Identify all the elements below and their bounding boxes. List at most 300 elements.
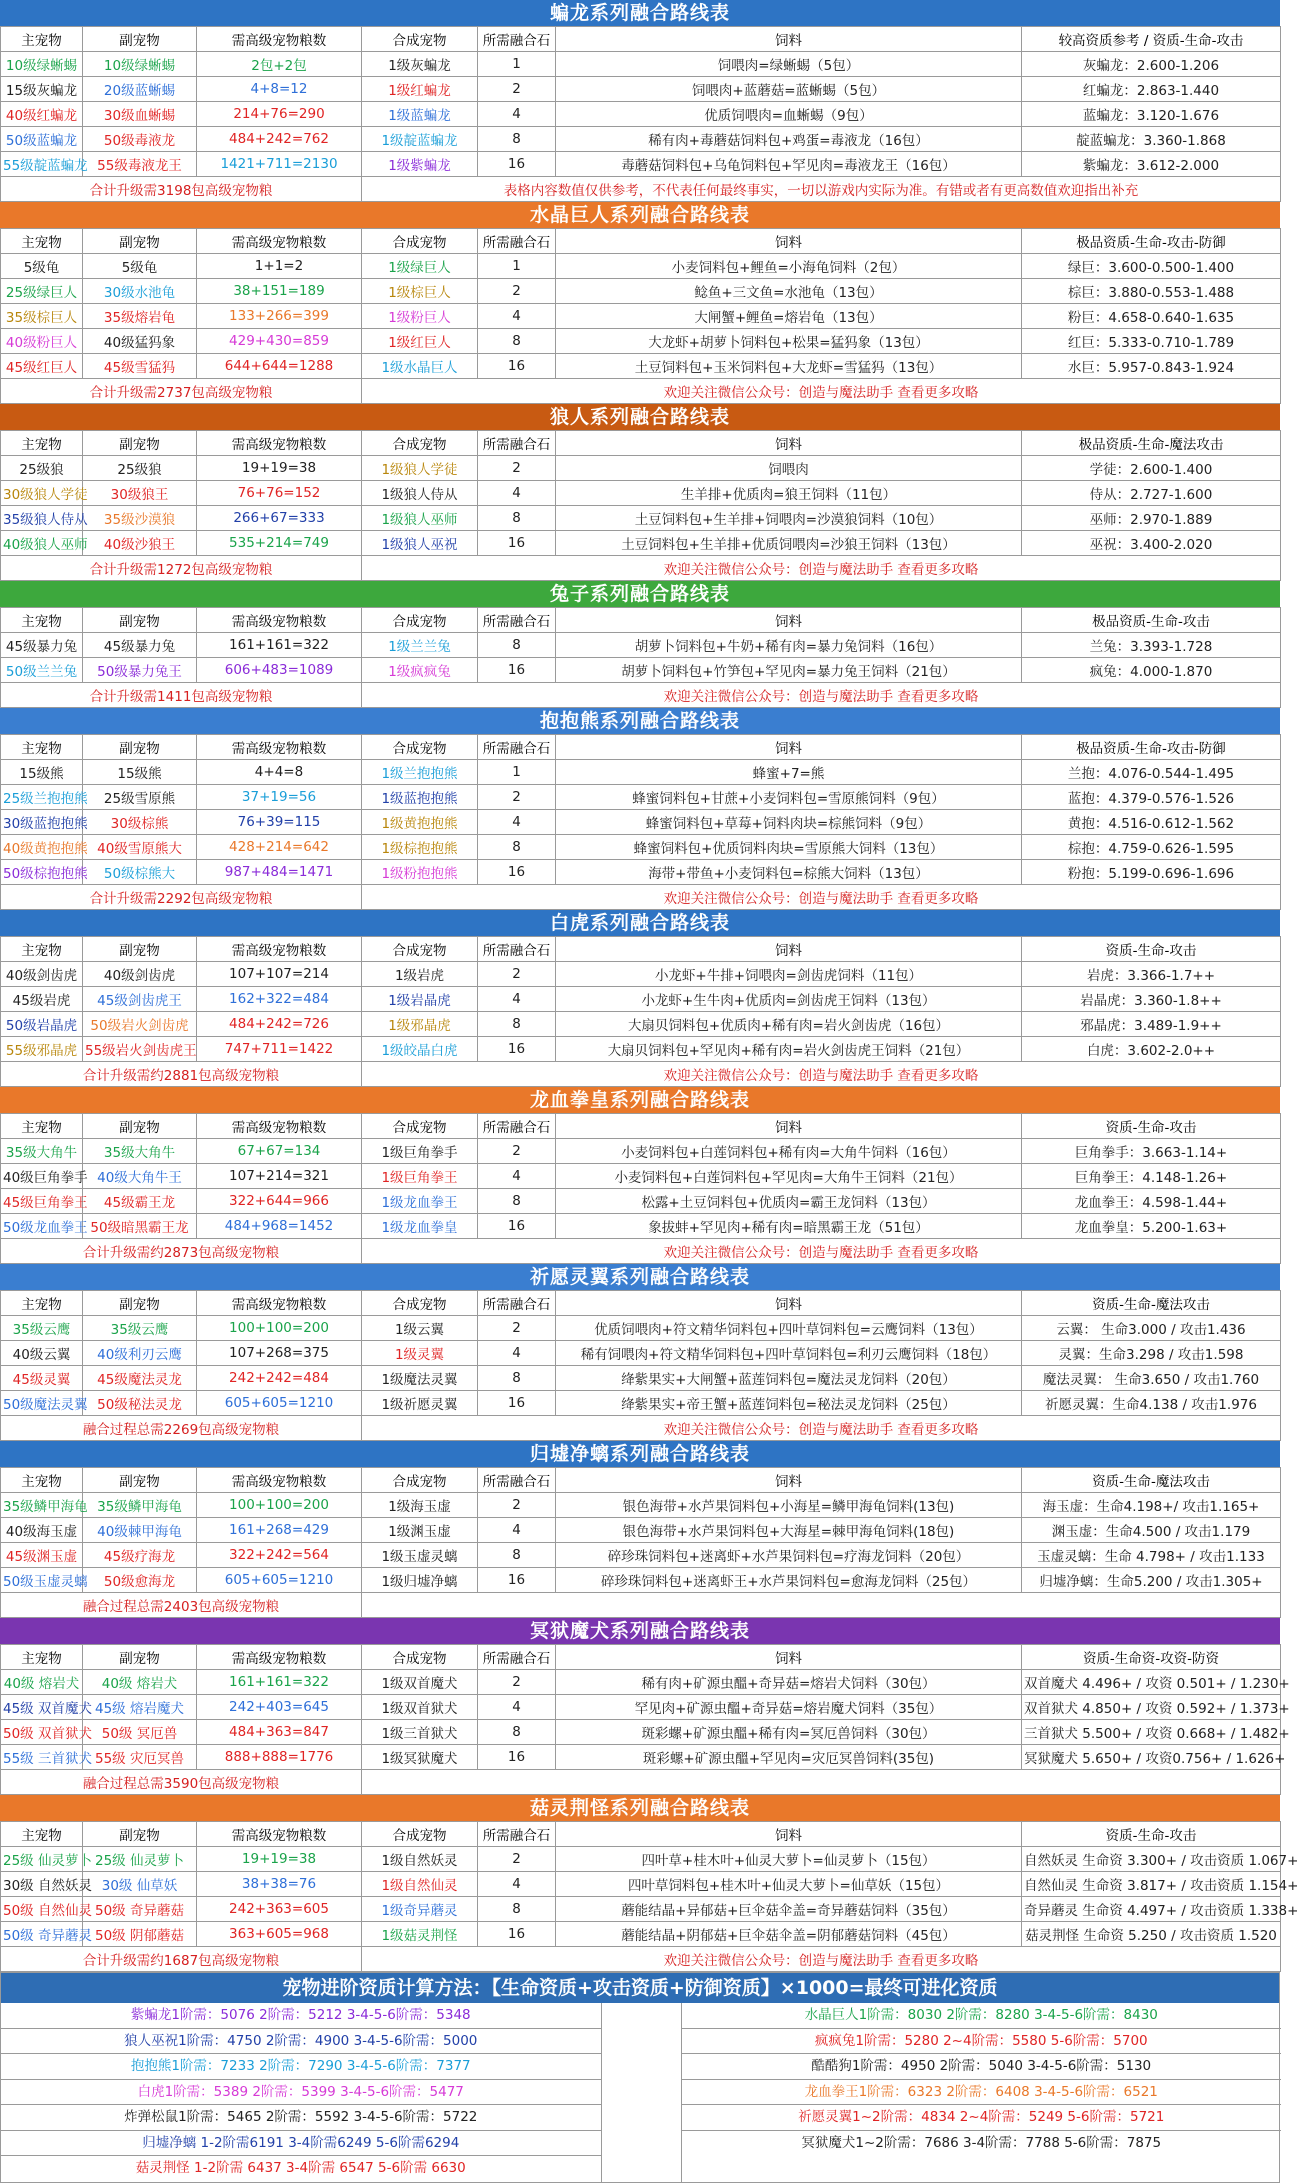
table-cell: 45级疗海龙 — [83, 1543, 197, 1568]
table-cell: 30级血蜥蜴 — [83, 102, 197, 127]
table-cell: 灰蝙龙：2.600-1.206 — [1022, 52, 1281, 77]
column-header: 合成宠物 — [362, 1114, 478, 1139]
table-row — [1, 152, 1281, 177]
table-cell: 自然仙灵 生命资 3.817+ / 攻击资质 1.154+ — [1022, 1872, 1281, 1897]
table-cell: 10级绿蜥蜴 — [1, 52, 83, 77]
table-cell: 1级粉抱抱熊 — [362, 860, 478, 885]
table-row — [1, 1847, 1281, 1872]
table-cell: 747+711=1422 — [197, 1037, 362, 1062]
table-cell: 40级黄抱抱熊 — [1, 835, 83, 860]
series-section — [0, 708, 1280, 910]
column-header: 副宠物 — [83, 735, 197, 760]
table-cell: 四叶草饲料包+桂木叶+仙灵大萝卜=仙草妖（15包） — [556, 1872, 1022, 1897]
column-header: 合成宠物 — [362, 608, 478, 633]
table-cell: 1级棕抱抱熊 — [362, 835, 478, 860]
table-cell: 25级狼 — [83, 456, 197, 481]
table-cell: 靛蓝蝙龙：3.360-1.868 — [1022, 127, 1281, 152]
table-cell: 2 — [478, 785, 556, 810]
column-header: 资质-生命-攻击 — [1022, 1114, 1281, 1139]
column-header: 合成宠物 — [362, 735, 478, 760]
table-cell: 50级 冥厄兽 — [83, 1720, 197, 1745]
column-header: 所需融合石 — [478, 937, 556, 962]
table-cell: 2 — [478, 77, 556, 102]
table-cell: 45级暴力兔 — [83, 633, 197, 658]
fusion-table — [0, 1113, 1281, 1264]
total-feed-note: 合计升级需1411包高级宠物粮 — [1, 683, 362, 708]
table-cell: 1级菇灵荆怪 — [362, 1922, 478, 1947]
table-cell: 绛紫果实+帝王蟹+蓝莲饲料包=秘法灵龙饲料（25包） — [556, 1391, 1022, 1416]
table-cell: 35级云鹰 — [83, 1316, 197, 1341]
column-header: 合成宠物 — [362, 1468, 478, 1493]
table-cell: 1级狼人侍从 — [362, 481, 478, 506]
table-row — [1, 1872, 1281, 1897]
table-cell: 1级巨角拳王 — [362, 1164, 478, 1189]
column-header: 所需融合石 — [478, 1822, 556, 1847]
table-cell: 16 — [478, 658, 556, 683]
table-cell: 稀有饲喂肉+符文精华饲料包+四叶草饲料包=利刃云鹰饲料（18包） — [556, 1341, 1022, 1366]
table-row — [1, 1012, 1281, 1037]
column-header: 饲料 — [556, 1291, 1022, 1316]
table-cell: 优质饲喂肉+符文精华饲料包+四叶草饲料包=云鹰饲料（13包） — [556, 1316, 1022, 1341]
table-cell: 16 — [478, 1391, 556, 1416]
table-cell: 50级棕熊大 — [83, 860, 197, 885]
table-cell: 奇异蘑灵 生命资 4.497+ / 攻击资质 1.338+ — [1022, 1897, 1281, 1922]
table-row — [1, 254, 1281, 279]
table-cell: 45级岩虎 — [1, 987, 83, 1012]
column-header: 主宠物 — [1, 27, 83, 52]
table-cell: 1421+711=2130 — [197, 152, 362, 177]
table-cell: 161+268=429 — [197, 1518, 362, 1543]
fusion-table — [0, 1644, 1290, 1795]
table-cell: 50级岩晶虎 — [1, 1012, 83, 1037]
table-row — [1, 506, 1281, 531]
table-cell: 40级粉巨人 — [1, 329, 83, 354]
table-cell: 1级黄抱抱熊 — [362, 810, 478, 835]
table-cell: 55级 三首狱犬 — [1, 1745, 83, 1770]
table-cell: 1级自然妖灵 — [362, 1847, 478, 1872]
total-feed-note: 合计升级需约1687包高级宠物粮 — [1, 1947, 362, 1972]
total-feed-note: 融合过程总需3590包高级宠物粮 — [1, 1770, 362, 1795]
footer-notice: 欢迎关注微信公众号：创造与魔法助手 查看更多攻略 — [362, 556, 1281, 581]
table-cell: 45级巨角拳王 — [1, 1189, 83, 1214]
column-header: 副宠物 — [83, 1822, 197, 1847]
table-cell: 605+605=1210 — [197, 1391, 362, 1416]
column-header: 所需融合石 — [478, 1468, 556, 1493]
table-row — [1, 77, 1281, 102]
table-cell: 黄抱：4.516-0.612-1.562 — [1022, 810, 1281, 835]
table-cell: 50级 奇异蘑灵 — [1, 1922, 83, 1947]
column-header: 副宠物 — [83, 431, 197, 456]
table-cell: 粉抱：5.199-0.696-1.696 — [1022, 860, 1281, 885]
series-title: 蝙龙系列融合路线表 — [0, 0, 1280, 26]
table-cell: 2 — [478, 456, 556, 481]
table-cell: 1级双首魔犬 — [362, 1670, 478, 1695]
table-cell: 饲喂肉=绿蜥蜴（5包） — [556, 52, 1022, 77]
table-cell: 鲶鱼+三文鱼=水池龟（13包） — [556, 279, 1022, 304]
table-cell: 1级海玉虚 — [362, 1493, 478, 1518]
table-row — [1, 354, 1281, 379]
table-cell: 1级巨角拳手 — [362, 1139, 478, 1164]
series-footer-row — [1, 1770, 1281, 1795]
table-cell: 35级鳞甲海龟 — [83, 1493, 197, 1518]
table-cell: 16 — [478, 354, 556, 379]
table-cell: 四叶草+桂木叶+仙灵大萝卜=仙灵萝卜（15包） — [556, 1847, 1022, 1872]
column-header: 副宠物 — [83, 1645, 197, 1670]
table-cell: 龙血拳王：4.598-1.44+ — [1022, 1189, 1281, 1214]
table-cell: 冥狱魔犬 5.650+ / 攻资0.756+ / 1.626+ — [1022, 1745, 1281, 1770]
table-cell: 土豆饲料包+玉米饲料包+大龙虾=雪猛犸（13包） — [556, 354, 1022, 379]
table-cell: 484+968=1452 — [197, 1214, 362, 1239]
table-cell: 535+214=749 — [197, 531, 362, 556]
column-header: 所需融合石 — [478, 608, 556, 633]
table-row — [1, 1745, 1281, 1770]
table-cell: 40级红蝙龙 — [1, 102, 83, 127]
footer-notice: 欢迎关注微信公众号：创造与魔法助手 查看更多攻略 — [362, 1416, 1281, 1441]
table-cell: 紫蝙龙：3.612-2.000 — [1022, 152, 1281, 177]
column-header: 所需融合石 — [478, 1291, 556, 1316]
column-header-row — [1, 431, 1281, 456]
total-feed-note: 合计升级需2737包高级宠物粮 — [1, 379, 362, 404]
column-header: 主宠物 — [1, 229, 83, 254]
table-cell: 162+322=484 — [197, 987, 362, 1012]
table-cell: 40级沙狼王 — [83, 531, 197, 556]
table-cell: 土豆饲料包+生羊排+优质饲喂肉=沙狼王饲料（13包） — [556, 531, 1022, 556]
table-cell: 1级归墟净螭 — [362, 1568, 478, 1593]
table-cell: 8 — [478, 1189, 556, 1214]
table-cell: 1级冥狱魔犬 — [362, 1745, 478, 1770]
series-title: 兔子系列融合路线表 — [0, 581, 1280, 607]
table-cell: 8 — [478, 633, 556, 658]
table-cell: 50级棕抱抱熊 — [1, 860, 83, 885]
table-cell: 605+605=1210 — [197, 1568, 362, 1593]
table-cell: 50级 自然仙灵 — [1, 1897, 83, 1922]
series-section — [0, 581, 1280, 708]
table-cell: 大扇贝饲料包+优质肉+稀有肉=岩火剑齿虎（16包） — [556, 1012, 1022, 1037]
table-cell: 4 — [478, 987, 556, 1012]
formula-item: 归墟净螭 1-2阶需6191 3-4阶需6249 5-6阶需6294 — [1, 2131, 601, 2157]
table-cell: 16 — [478, 152, 556, 177]
column-header: 主宠物 — [1, 1822, 83, 1847]
table-cell: 55级毒液龙王 — [83, 152, 197, 177]
table-cell: 55级 灾厄冥兽 — [83, 1745, 197, 1770]
series-section — [0, 1087, 1280, 1264]
total-feed-note: 合计升级需2292包高级宠物粮 — [1, 885, 362, 910]
table-cell: 4 — [478, 304, 556, 329]
table-cell: 242+403=645 — [197, 1695, 362, 1720]
table-cell: 45级渊玉虚 — [1, 1543, 83, 1568]
table-row — [1, 1391, 1281, 1416]
table-cell: 50级兰兰兔 — [1, 658, 83, 683]
series-section — [0, 1795, 1298, 1972]
footer-notice: 欢迎关注微信公众号：创造与魔法助手 查看更多攻略 — [362, 379, 1281, 404]
column-header: 需高级宠物粮数 — [197, 1114, 362, 1139]
table-cell: 1级渊玉虚 — [362, 1518, 478, 1543]
column-header: 合成宠物 — [362, 229, 478, 254]
series-footer-row — [1, 1062, 1281, 1087]
column-header: 主宠物 — [1, 431, 83, 456]
table-row — [1, 1720, 1281, 1745]
footer-notice: 欢迎关注微信公众号：创造与魔法助手 查看更多攻略 — [362, 1947, 1281, 1972]
table-cell: 40级剑齿虎 — [1, 962, 83, 987]
table-cell: 绛紫果实+大闸蟹+蓝莲饲料包=魔法灵龙饲料（20包） — [556, 1366, 1022, 1391]
table-cell: 自然妖灵 生命资 3.300+ / 攻击资质 1.067+ — [1022, 1847, 1281, 1872]
column-header: 需高级宠物粮数 — [197, 229, 362, 254]
column-header: 需高级宠物粮数 — [197, 937, 362, 962]
table-cell: 1级奇异蘑灵 — [362, 1897, 478, 1922]
table-row — [1, 760, 1281, 785]
column-header: 主宠物 — [1, 1645, 83, 1670]
column-header-row — [1, 1468, 1281, 1493]
table-cell: 35级鳞甲海龟 — [1, 1493, 83, 1518]
total-feed-note: 合计升级需约2873包高级宠物粮 — [1, 1239, 362, 1264]
table-cell: 巨角拳手：3.663-1.14+ — [1022, 1139, 1281, 1164]
series-footer-row — [1, 683, 1281, 708]
table-cell: 45级魔法灵龙 — [83, 1366, 197, 1391]
table-cell: 987+484=1471 — [197, 860, 362, 885]
table-cell: 蜂蜜饲料包+优质饲料肉块=雪原熊大饲料（13包） — [556, 835, 1022, 860]
table-cell: 1级狼人巫祝 — [362, 531, 478, 556]
table-cell: 毒蘑菇饲料包+乌龟饲料包+罕见肉=毒液龙王（16包） — [556, 152, 1022, 177]
column-header: 副宠物 — [83, 937, 197, 962]
column-header: 副宠物 — [83, 229, 197, 254]
fusion-table — [0, 1290, 1281, 1441]
table-cell: 429+430=859 — [197, 329, 362, 354]
table-cell: 888+888=1776 — [197, 1745, 362, 1770]
table-cell: 灵翼：生命3.298 / 攻击1.598 — [1022, 1341, 1281, 1366]
column-header: 副宠物 — [83, 1114, 197, 1139]
table-cell: 斑彩螺+矿源虫醞+稀有肉=冥厄兽饲料（30包） — [556, 1720, 1022, 1745]
formula-item: 水晶巨人1阶需：8030 2阶需：8280 3-4-5-6阶需：8430 — [682, 2003, 1282, 2029]
table-cell: 白虎：3.602-2.0++ — [1022, 1037, 1281, 1062]
table-cell: 罕见肉+矿源虫醞+奇异菇=熔岩魔犬饲料（35包） — [556, 1695, 1022, 1720]
table-cell: 小龙虾+生牛肉+优质肉=剑齿虎王饲料（13包） — [556, 987, 1022, 1012]
footer-notice — [362, 1770, 1281, 1795]
table-row — [1, 1695, 1281, 1720]
column-header: 饲料 — [556, 431, 1022, 456]
table-cell: 100+100=200 — [197, 1316, 362, 1341]
table-cell: 100+100=200 — [197, 1493, 362, 1518]
table-row — [1, 1897, 1281, 1922]
table-cell: 侍从：2.727-1.600 — [1022, 481, 1281, 506]
table-cell: 巫师：2.970-1.889 — [1022, 506, 1281, 531]
table-cell: 8 — [478, 329, 556, 354]
column-header: 主宠物 — [1, 1468, 83, 1493]
table-row — [1, 102, 1281, 127]
column-header: 合成宠物 — [362, 1291, 478, 1316]
total-feed-note: 合计升级需3198包高级宠物粮 — [1, 177, 362, 202]
formula-item: 狼人巫祝1阶需：4750 2阶需：4900 3-4-5-6阶需：5000 — [1, 2029, 601, 2055]
formula-title: 宠物进阶资质计算方法：【生命资质+攻击资质+防御资质】×1000=最终可进化资质 — [1, 1973, 1279, 2003]
column-header: 需高级宠物粮数 — [197, 27, 362, 52]
table-cell: 1级岩虎 — [362, 962, 478, 987]
table-cell: 8 — [478, 127, 556, 152]
column-header: 需高级宠物粮数 — [197, 1291, 362, 1316]
column-header: 合成宠物 — [362, 1822, 478, 1847]
table-cell: 35级云鹰 — [1, 1316, 83, 1341]
table-cell: 35级狼人侍从 — [1, 506, 83, 531]
column-header: 资质-生命-攻击 — [1022, 937, 1281, 962]
column-header: 所需融合石 — [478, 229, 556, 254]
formula-item: 祈愿灵翼1~2阶需：4834 2~4阶需：5249 5-6阶需：5721 — [682, 2105, 1282, 2131]
table-cell: 5级龟 — [83, 254, 197, 279]
series-footer-row — [1, 556, 1281, 581]
table-row — [1, 1037, 1281, 1062]
table-row — [1, 304, 1281, 329]
fusion-table — [0, 734, 1281, 910]
table-cell: 双首狱犬 4.850+ / 攻资 0.592+ / 1.373+ — [1022, 1695, 1281, 1720]
column-header: 资质-生命-魔法攻击 — [1022, 1291, 1281, 1316]
table-cell: 161+161=322 — [197, 633, 362, 658]
table-cell: 50级 阴郁蘑菇 — [83, 1922, 197, 1947]
table-cell: 小麦饲料包+白莲饲料包+稀有肉=大角牛饲料（16包） — [556, 1139, 1022, 1164]
table-cell: 40级雪原熊大 — [83, 835, 197, 860]
table-row — [1, 481, 1281, 506]
table-cell: 50级龙血拳王 — [1, 1214, 83, 1239]
table-cell: 50级玉虚灵螭 — [1, 1568, 83, 1593]
table-cell: 1级蓝蝙龙 — [362, 102, 478, 127]
column-header: 主宠物 — [1, 735, 83, 760]
table-cell: 428+214=642 — [197, 835, 362, 860]
column-header: 主宠物 — [1, 608, 83, 633]
table-cell: 1级狼人巫师 — [362, 506, 478, 531]
table-cell: 玉虚灵螭：生命 4.798+ / 攻击1.133 — [1022, 1543, 1281, 1568]
table-cell: 606+483=1089 — [197, 658, 362, 683]
column-header: 较高资质参考 / 资质-生命-攻击 — [1022, 27, 1281, 52]
footer-notice: 欢迎关注微信公众号：创造与魔法助手 查看更多攻略 — [362, 1062, 1281, 1087]
table-cell: 兰抱：4.076-0.544-1.495 — [1022, 760, 1281, 785]
table-cell: 胡萝卜饲料包+牛奶+稀有肉=暴力兔饲料（16包） — [556, 633, 1022, 658]
table-cell: 133+266=399 — [197, 304, 362, 329]
table-cell: 2 — [478, 279, 556, 304]
table-cell: 8 — [478, 1543, 556, 1568]
table-row — [1, 1543, 1281, 1568]
table-cell: 归墟净螭：生命5.200 / 攻击1.305+ — [1022, 1568, 1281, 1593]
table-cell: 龙血拳皇：5.200-1.63+ — [1022, 1214, 1281, 1239]
table-cell: 土豆饲料包+生羊排+饲喂肉=沙漠狼饲料（10包） — [556, 506, 1022, 531]
table-cell: 1 — [478, 760, 556, 785]
column-header-row — [1, 1291, 1281, 1316]
column-header: 饲料 — [556, 1645, 1022, 1670]
table-cell: 红巨：5.333-0.710-1.789 — [1022, 329, 1281, 354]
footer-notice — [362, 1593, 1281, 1618]
series-footer-row — [1, 379, 1281, 404]
table-cell: 4 — [478, 1341, 556, 1366]
table-cell: 巫祝：3.400-2.020 — [1022, 531, 1281, 556]
table-cell: 107+214=321 — [197, 1164, 362, 1189]
column-header: 主宠物 — [1, 937, 83, 962]
column-header: 所需融合石 — [478, 1645, 556, 1670]
table-cell: 碎珍珠饲料包+迷离虾王+水芦果饲料包=愈海龙饲料（25包） — [556, 1568, 1022, 1593]
series-section — [0, 1441, 1280, 1618]
column-header: 饲料 — [556, 27, 1022, 52]
table-cell: 16 — [478, 531, 556, 556]
total-feed-note: 融合过程总需2269包高级宠物粮 — [1, 1416, 362, 1441]
formula-item: 炸弹松鼠1阶需：5465 2阶需：5592 3-4-5-6阶需：5722 — [1, 2105, 601, 2131]
fusion-table — [0, 26, 1281, 202]
series-section — [0, 910, 1280, 1087]
table-cell: 蘑能结晶+异郁菇+巨伞菇伞盖=奇异蘑菇饲料（35包） — [556, 1897, 1022, 1922]
series-title: 龙血拳皇系列融合路线表 — [0, 1087, 1280, 1113]
formula-item: 抱抱熊1阶需：7233 2阶需：7290 3-4-5-6阶需：7377 — [1, 2054, 601, 2080]
table-row — [1, 860, 1281, 885]
table-cell: 云翼： 生命3.000 / 攻击1.436 — [1022, 1316, 1281, 1341]
series-section — [0, 1264, 1280, 1441]
table-cell: 1+1=2 — [197, 254, 362, 279]
table-cell: 50级毒液龙 — [83, 127, 197, 152]
table-cell: 绿巨：3.600-0.500-1.400 — [1022, 254, 1281, 279]
aptitude-formula-section — [0, 1972, 1280, 2183]
column-header: 需高级宠物粮数 — [197, 735, 362, 760]
table-cell: 2 — [478, 1316, 556, 1341]
column-header: 合成宠物 — [362, 27, 478, 52]
fusion-table — [0, 607, 1281, 708]
table-cell: 生羊排+优质肉=狼王饲料（11包） — [556, 481, 1022, 506]
column-header: 极品资质-生命-魔法攻击 — [1022, 431, 1281, 456]
column-header: 副宠物 — [83, 1468, 197, 1493]
table-cell: 1级靛蓝蝙龙 — [362, 127, 478, 152]
formula-item: 菇灵荆怪 1-2阶需 6437 3-4阶需 6547 5-6阶需 6630 — [135, 2160, 466, 2176]
table-cell: 菇灵荆怪 生命资 5.250 / 攻击资质 1.520 — [1022, 1922, 1281, 1947]
table-cell: 67+67=134 — [197, 1139, 362, 1164]
table-cell: 35级熔岩龟 — [83, 304, 197, 329]
table-cell: 35级沙漠狼 — [83, 506, 197, 531]
table-cell: 1级祈愿灵翼 — [362, 1391, 478, 1416]
table-cell: 1级龙血拳皇 — [362, 1214, 478, 1239]
table-cell: 50级岩火剑齿虎 — [83, 1012, 197, 1037]
fusion-table — [0, 1821, 1298, 1972]
column-header: 副宠物 — [83, 27, 197, 52]
table-cell: 1级双首狱犬 — [362, 1695, 478, 1720]
table-cell: 巨角拳王：4.148-1.26+ — [1022, 1164, 1281, 1189]
table-cell: 蓝蝙龙：3.120-1.676 — [1022, 102, 1281, 127]
table-cell: 1级皎晶白虎 — [362, 1037, 478, 1062]
table-cell: 松露+土豆饲料包+优质肉=霸王龙饲料（13包） — [556, 1189, 1022, 1214]
table-cell: 15级熊 — [83, 760, 197, 785]
table-row — [1, 1922, 1281, 1947]
formula-item: 冥狱魔犬1~2阶需：7686 3-4阶需：7788 5-6阶需：7875 — [801, 2134, 1162, 2151]
table-cell: 蓝抱：4.379-0.576-1.526 — [1022, 785, 1281, 810]
formula-item: 紫蝙龙1阶需：5076 2阶需：5212 3-4-5-6阶需：5348 — [1, 2003, 601, 2029]
table-cell: 107+268=375 — [197, 1341, 362, 1366]
table-cell: 1级岩晶虎 — [362, 987, 478, 1012]
column-header: 资质-生命-攻击 — [1022, 1822, 1281, 1847]
series-title: 抱抱熊系列融合路线表 — [0, 708, 1280, 734]
table-cell: 45级雪猛犸 — [83, 354, 197, 379]
table-cell: 50级 双首狱犬 — [1, 1720, 83, 1745]
table-cell: 4+8=12 — [197, 77, 362, 102]
table-cell: 35级棕巨人 — [1, 304, 83, 329]
table-cell: 484+242=726 — [197, 1012, 362, 1037]
column-header: 饲料 — [556, 735, 1022, 760]
total-feed-note: 合计升级需约2881包高级宠物粮 — [1, 1062, 362, 1087]
table-row — [1, 1189, 1281, 1214]
table-cell: 1 — [478, 52, 556, 77]
table-cell: 1级兰兰兔 — [362, 633, 478, 658]
table-cell: 稀有肉+毒蘑菇饲料包+鸡蛋=毒液龙（16包） — [556, 127, 1022, 152]
table-cell: 饲喂肉+蓝蘑菇=蓝蜥蜴（5包） — [556, 77, 1022, 102]
column-header: 副宠物 — [83, 608, 197, 633]
table-cell: 1级红蝙龙 — [362, 77, 478, 102]
table-cell: 1级紫蝙龙 — [362, 152, 478, 177]
table-cell: 40级云翼 — [1, 1341, 83, 1366]
table-cell: 40级利刃云鹰 — [83, 1341, 197, 1366]
table-row — [1, 1164, 1281, 1189]
table-cell: 50级蓝蝙龙 — [1, 127, 83, 152]
column-header: 主宠物 — [1, 1114, 83, 1139]
series-title: 水晶巨人系列融合路线表 — [0, 202, 1280, 228]
table-cell: 红蝙龙：2.863-1.440 — [1022, 77, 1281, 102]
table-row — [1, 962, 1281, 987]
